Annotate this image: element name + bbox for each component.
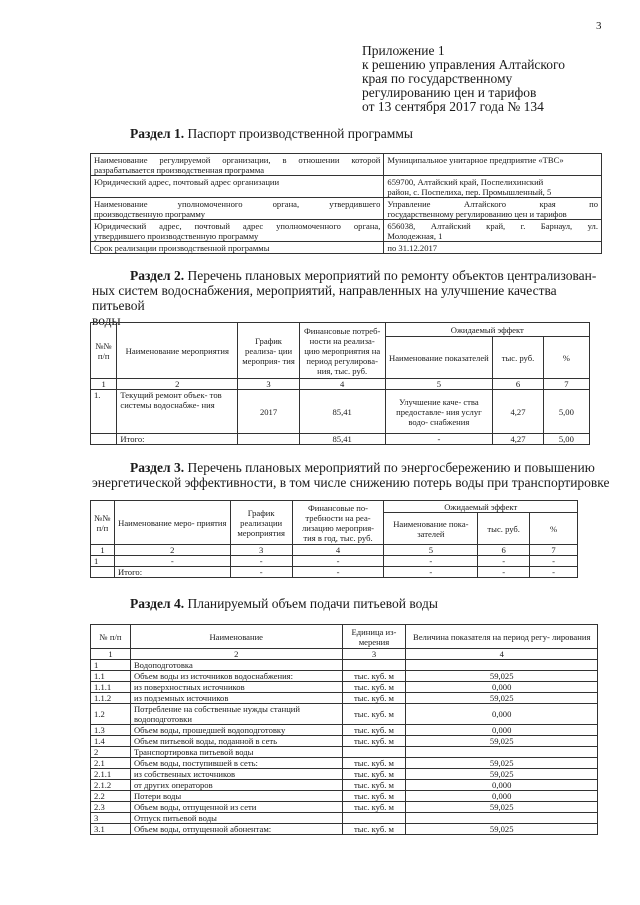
table-row — [91, 813, 598, 824]
cell-name: Объем воды из источников водоснабжения: — [130, 671, 342, 682]
cell-value: 59,025 — [406, 824, 598, 835]
col-header-name: Наименование мероприятия — [117, 323, 238, 379]
cell-unit: тыс. куб. м — [342, 791, 406, 802]
cell-unit: тыс. куб. м — [342, 802, 406, 813]
cell-name: Объем воды, отпущенной из сети — [130, 802, 342, 813]
cell-name: Объем воды, отпущенной абонентам: — [130, 824, 342, 835]
col-header-value: Величина показателя на период регу- лирования — [406, 625, 598, 649]
table-row — [91, 758, 598, 769]
cell-unit: тыс. куб. м — [342, 758, 406, 769]
cell-name: Потери воды — [130, 791, 342, 802]
cell-unit: тыс. куб. м — [342, 671, 406, 682]
col-header-finance: Финансовые по- требности на реа- лизацию мероприя- тия в год, тыс. руб. — [292, 501, 384, 545]
cell-value: 59,025 — [406, 758, 598, 769]
cell-value — [406, 747, 598, 758]
cell-num: 1.2 — [91, 704, 131, 725]
passport-value: Муниципальное унитарное предприятие «ТВС» — [384, 154, 602, 176]
section4-table-body — [91, 660, 598, 835]
table-row — [91, 671, 598, 682]
table-row — [91, 242, 602, 254]
cell-num: 2.1.2 — [91, 780, 131, 791]
col-header-schedule: График реализа- ции мероприя- тия — [238, 323, 300, 379]
table-header-row — [91, 323, 590, 337]
col-header-name: Наименование — [130, 625, 342, 649]
col-header-name: Наименование меро- приятия — [114, 501, 230, 545]
table-row — [91, 747, 598, 758]
appendix-line: края по государственному — [362, 71, 513, 86]
passport-label: Наименование регулируемой организации, в отношении которой разрабатывается производственная программа — [91, 154, 384, 176]
cell-value: 59,025 — [406, 736, 598, 747]
cell-value — [406, 813, 598, 824]
col-number-row: 1 2 3 4 5 6 7 — [91, 545, 578, 556]
cell-value: 59,025 — [406, 802, 598, 813]
col-header-num: №№ п/п — [91, 501, 115, 545]
cell-num: 2.1.1 — [91, 769, 131, 780]
cell-name: Объем воды, прошедшей водоподготовку — [130, 725, 342, 736]
cell-unit — [342, 660, 406, 671]
cell-name: Отпуск питьевой воды — [130, 813, 342, 824]
cell-value: 0,000 — [406, 791, 598, 802]
col-header-percent: % — [543, 337, 589, 379]
cell-name: из подземных источников — [130, 693, 342, 704]
table-total-row: Итого: 85,41 - 4,27 5,00 — [91, 434, 590, 445]
cell-num: 2 — [91, 747, 131, 758]
cell-name: из поверхностных источников — [130, 682, 342, 693]
cell-unit — [342, 747, 406, 758]
passport-label: Юридический адрес, почтовый адрес организации — [91, 176, 384, 198]
cell-value — [406, 660, 598, 671]
col-header-finance: Финансовые потреб- ности на реализа- цию мероприятия на период регулирова- ния, тыс. руб. — [299, 323, 385, 379]
col-number-row: 1 2 3 4 5 6 7 — [91, 379, 590, 390]
cell-unit: тыс. куб. м — [342, 824, 406, 835]
cell-unit: тыс. куб. м — [342, 736, 406, 747]
passport-label: Срок реализации производственной программы — [91, 242, 384, 254]
table-row — [91, 198, 602, 220]
col-number-row: 1 2 3 4 — [91, 649, 598, 660]
section3-table — [90, 500, 578, 578]
col-header-schedule: График реализации мероприятия — [230, 501, 292, 545]
cell-value: 0,000 — [406, 725, 598, 736]
cell-unit: тыс. куб. м — [342, 725, 406, 736]
table-row — [91, 780, 598, 791]
cell-value: 0,000 — [406, 704, 598, 725]
cell-unit: тыс. куб. м — [342, 704, 406, 725]
table-row — [91, 704, 598, 725]
table-row — [91, 220, 602, 242]
section3-title: Раздел 3. Перечень плановых мероприятий по энергосбережению и повышению энергетической эффективности, в том числе снижению потерь воды при транспортировке — [92, 460, 610, 490]
table-row — [91, 154, 602, 176]
table-total-row: Итого: - - - - - — [91, 567, 578, 578]
cell-name: Водоподготовка — [130, 660, 342, 671]
section2-table — [90, 322, 590, 445]
table-row — [91, 824, 598, 835]
cell-unit: тыс. куб. м — [342, 693, 406, 704]
passport-value: 659700, Алтайский край, Поспелихинский район, с. Поспелиха, пер. Промышленный, 5 — [384, 176, 602, 198]
col-header-thousand: тыс. руб. — [478, 513, 530, 545]
cell-num: 2.3 — [91, 802, 131, 813]
passport-value: 656038, Алтайский край, г. Барнаул, ул. Молодежная, 1 — [384, 220, 602, 242]
passport-value: по 31.12.2017 — [384, 242, 602, 254]
cell-num: 1.1.1 — [91, 682, 131, 693]
table-row — [91, 693, 598, 704]
cell-unit: тыс. куб. м — [342, 780, 406, 791]
cell-name: Объем питьевой воды, поданной в сеть — [130, 736, 342, 747]
appendix-line: регулированию цен и тарифов — [362, 85, 537, 100]
cell-num: 3.1 — [91, 824, 131, 835]
col-header-effect: Ожидаемый эффект — [384, 501, 578, 513]
appendix-line: к решению управления Алтайского — [362, 57, 565, 72]
table-row — [91, 725, 598, 736]
section2-title: Раздел 2. Перечень плановых мероприятий по ремонту объектов централизован- ных систем водоснабжения, мероприятий, направленных на улучшение качества питьевой воды — [92, 268, 597, 328]
col-header-indicator: Наименование пока- зателей — [384, 513, 478, 545]
col-header-thousand: тыс. руб. — [493, 337, 544, 379]
table-header-row — [91, 501, 578, 513]
table-header-row — [91, 625, 598, 649]
table-row — [91, 802, 598, 813]
col-header-num: № п/п — [91, 625, 131, 649]
appendix-header — [362, 44, 622, 114]
table-row — [91, 769, 598, 780]
cell-name: Объем воды, поступившей в сеть: — [130, 758, 342, 769]
col-header-percent: % — [530, 513, 578, 545]
cell-value: 59,025 — [406, 693, 598, 704]
appendix-line: от 13 сентября 2017 года № 134 — [362, 99, 544, 114]
col-header-indicator: Наименование показателей — [385, 337, 493, 379]
table-row — [91, 176, 602, 198]
passport-value: Управление Алтайского края по государственному регулированию цен и тарифов — [384, 198, 602, 220]
cell-name: Транспортировка питьевой воды — [130, 747, 342, 758]
passport-label: Наименование уполномоченного органа, утвердившего производственную программу — [91, 198, 384, 220]
cell-value: 0,000 — [406, 780, 598, 791]
section4-title: Раздел 4. Планируемый объем подачи питьевой воды — [130, 596, 438, 611]
col-header-num: №№ п/п — [91, 323, 117, 379]
cell-num: 3 — [91, 813, 131, 824]
cell-unit — [342, 813, 406, 824]
cell-value: 0,000 — [406, 682, 598, 693]
section4-table — [90, 624, 598, 835]
cell-unit: тыс. куб. м — [342, 769, 406, 780]
col-header-effect: Ожидаемый эффект — [385, 323, 589, 337]
table-row: 1 - - - - - - — [91, 556, 578, 567]
cell-value: 59,025 — [406, 671, 598, 682]
section1-passport-table — [90, 153, 602, 254]
cell-value: 59,025 — [406, 769, 598, 780]
cell-name: из собственных источников — [130, 769, 342, 780]
cell-num: 1.1 — [91, 671, 131, 682]
cell-num: 1.4 — [91, 736, 131, 747]
cell-name: Потребление на собственные нужды станций водоподготовки — [130, 704, 342, 725]
cell-num: 1 — [91, 660, 131, 671]
col-header-unit: Единица из- мерения — [342, 625, 406, 649]
table-row — [91, 791, 598, 802]
table-row — [91, 736, 598, 747]
page-number: 3 — [596, 20, 602, 32]
section1-title: Раздел 1. Паспорт производственной программы — [130, 126, 413, 141]
table-row — [91, 682, 598, 693]
table-row: 1. Текущий ремонт объек- тов системы водоснабже- ния 2017 85,41 Улучшение каче- ства предоставле- ния услуг водо- снабжения 4,27 5,00 — [91, 390, 590, 434]
table-row — [91, 660, 598, 671]
cell-num: 2.2 — [91, 791, 131, 802]
cell-num: 2.1 — [91, 758, 131, 769]
appendix-line: Приложение 1 — [362, 43, 445, 58]
cell-num: 1.3 — [91, 725, 131, 736]
cell-num: 1.1.2 — [91, 693, 131, 704]
cell-name: от других операторов — [130, 780, 342, 791]
cell-unit: тыс. куб. м — [342, 682, 406, 693]
passport-label: Юридический адрес, почтовый адрес уполномоченного органа, утвердившего производственную программу — [91, 220, 384, 242]
